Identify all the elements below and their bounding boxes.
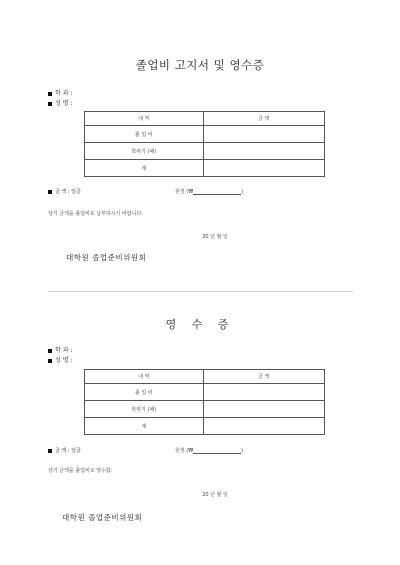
row-item: 졸 업 비 xyxy=(85,126,204,143)
bullet-square-icon xyxy=(48,102,52,106)
notice-won-label: 원정 (₩ xyxy=(175,189,194,195)
notice-table xyxy=(84,111,325,177)
header-cell-amount: 금 액 xyxy=(203,112,325,126)
notice-note: 상기 금액을 졸업비로 납부하시기 바랍니다. xyxy=(48,211,143,217)
row-item: 학위기 (패) xyxy=(85,143,204,160)
row-amount[interactable] xyxy=(203,160,325,177)
notice-name-label: 성 명 : xyxy=(55,100,73,107)
receipt-dept-field xyxy=(48,345,72,354)
bullet-square-icon xyxy=(48,359,52,363)
notice-dept-label: 학 과 : xyxy=(55,90,73,97)
row-amount[interactable] xyxy=(203,126,325,143)
receipt-amount-line xyxy=(48,447,81,454)
notice-amount-label: 금 액 : 일금 xyxy=(55,189,81,195)
close-paren: ) xyxy=(241,448,244,454)
row-item: 계 xyxy=(85,418,204,435)
amount-blank[interactable] xyxy=(193,189,244,195)
receipt-note: 상기 금액을 졸업비로 영수함. xyxy=(48,468,113,474)
receipt-amount-label: 금 액 : 일금 xyxy=(55,448,81,454)
bullet-square-icon xyxy=(48,449,52,453)
notice-title: 졸업비 고지서 및 영수증 xyxy=(135,58,265,72)
table-row xyxy=(85,384,325,401)
receipt-dept-label: 학 과 : xyxy=(55,347,73,354)
notice-amount-won xyxy=(175,188,243,195)
row-amount[interactable] xyxy=(203,143,325,160)
receipt-name-field xyxy=(48,355,72,364)
row-amount[interactable] xyxy=(203,418,325,435)
row-item: 계 xyxy=(85,160,204,177)
row-item: 졸 업 비 xyxy=(85,384,204,401)
notice-signature: 대학원 졸업준비위원회 xyxy=(66,253,147,262)
bullet-square-icon xyxy=(48,190,52,194)
table-header-row xyxy=(85,112,325,126)
table-row xyxy=(85,126,325,143)
notice-amount-line xyxy=(48,188,81,195)
amount-blank[interactable] xyxy=(193,448,244,454)
notice-date: 20 년 월 일 xyxy=(202,234,228,240)
row-item: 학위기 (패) xyxy=(85,401,204,418)
receipt-name-label: 성 명 : xyxy=(55,357,73,364)
header-cell-item: 내 역 xyxy=(85,112,204,126)
header-cell-amount: 금 액 xyxy=(203,370,325,384)
table-header-row xyxy=(85,370,325,384)
section-divider xyxy=(48,291,353,292)
receipt-won-label: 원정 (₩ xyxy=(175,448,194,454)
table-row xyxy=(85,160,325,177)
notice-dept-field xyxy=(48,88,72,97)
table-row xyxy=(85,401,325,418)
receipt-signature: 대학원 졸업준비위원회 xyxy=(62,513,143,522)
receipt-amount-won xyxy=(175,447,243,454)
row-amount[interactable] xyxy=(203,384,325,401)
close-paren: ) xyxy=(241,189,244,195)
bullet-square-icon xyxy=(48,349,52,353)
row-amount[interactable] xyxy=(203,401,325,418)
header-cell-item: 내 역 xyxy=(85,370,204,384)
notice-name-field xyxy=(48,98,72,107)
table-row xyxy=(85,143,325,160)
receipt-table xyxy=(84,369,325,435)
table-row xyxy=(85,418,325,435)
bullet-square-icon xyxy=(48,92,52,96)
receipt-date: 20 년 월 일 xyxy=(202,492,228,498)
receipt-title: 영 수 증 xyxy=(165,318,235,331)
